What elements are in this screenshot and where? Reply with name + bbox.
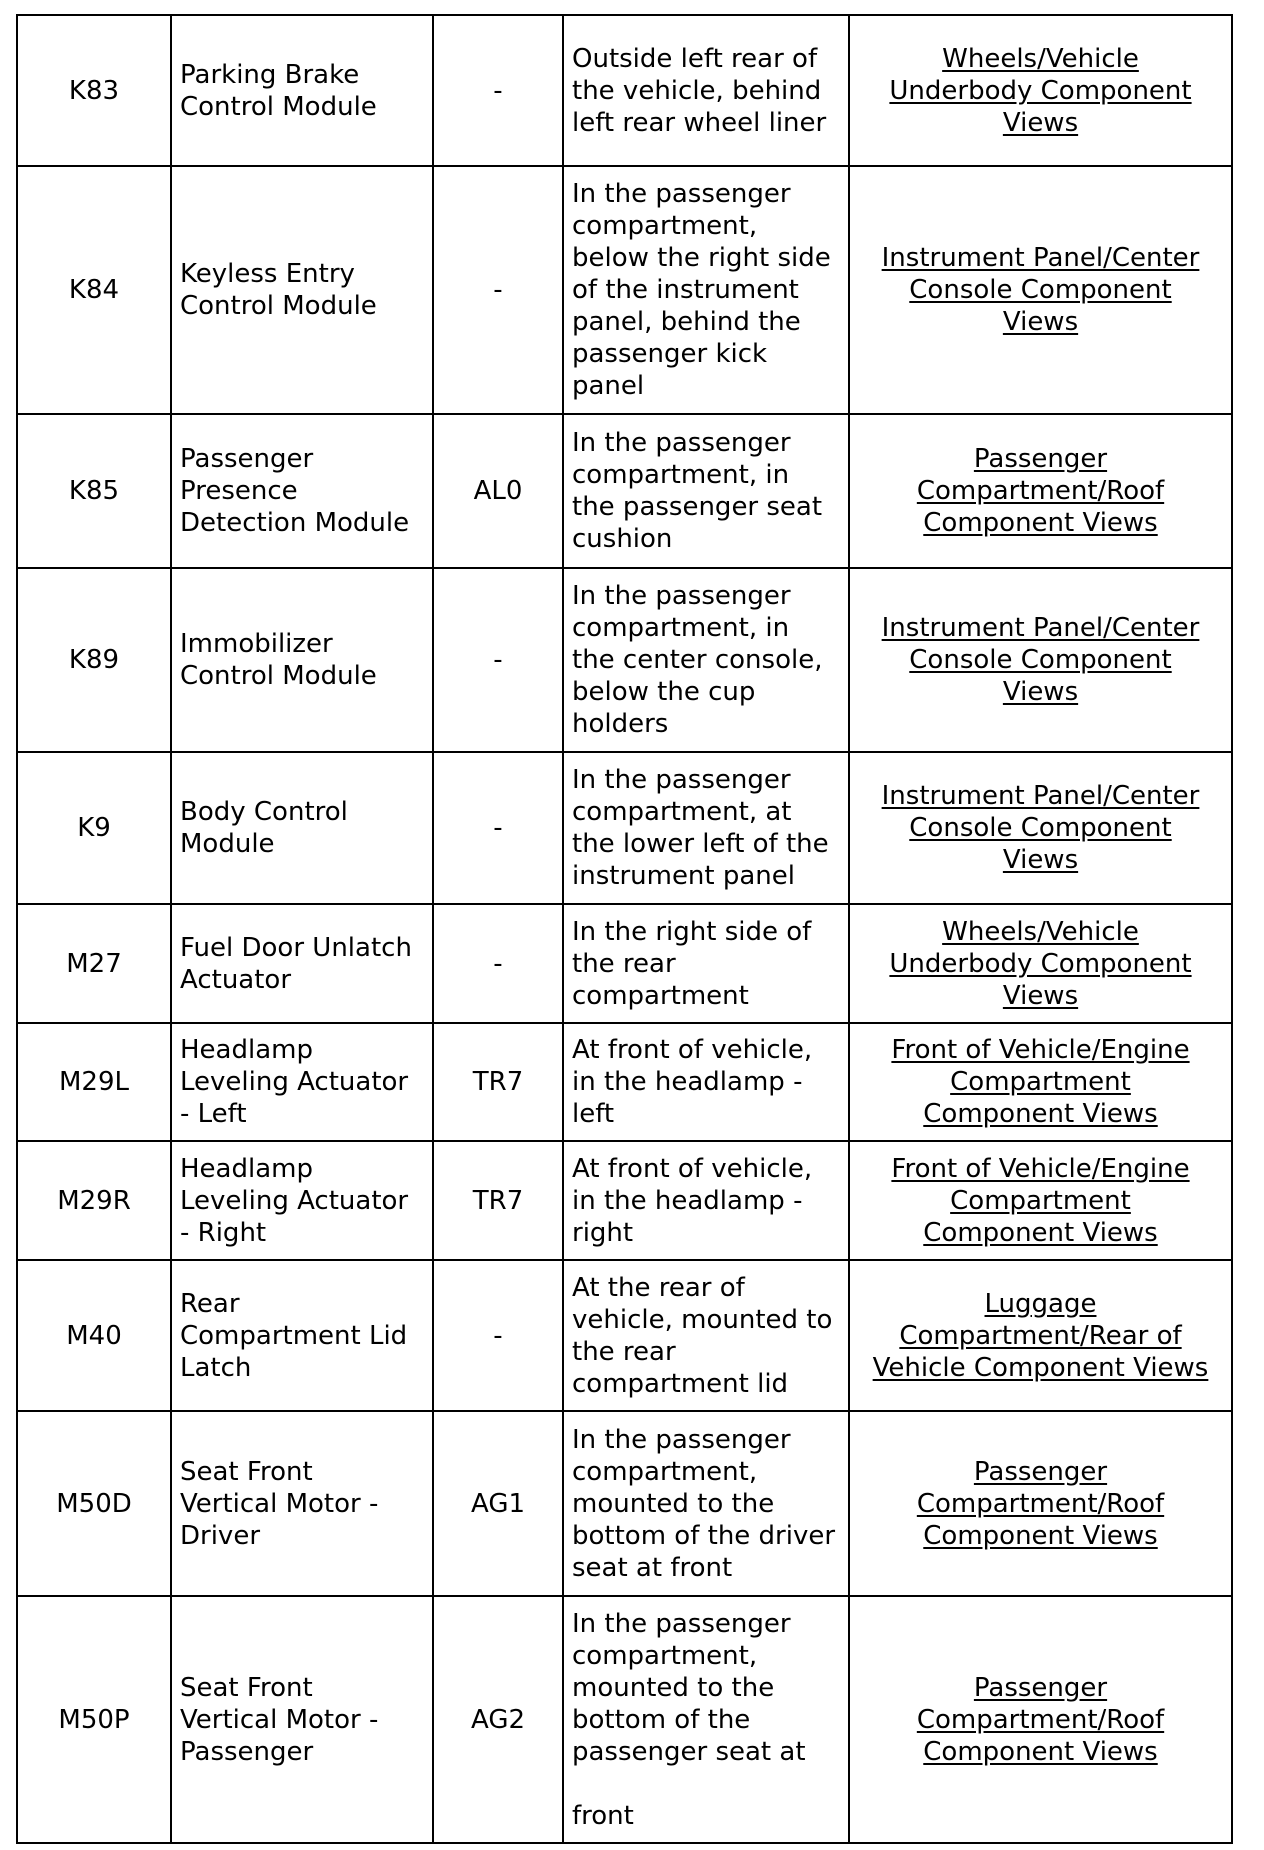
component-name: Seat Front Vertical Motor - Passenger: [171, 1596, 433, 1843]
component-view-cell: [849, 1141, 1232, 1260]
component-name: Headlamp Leveling Actuator - Left: [171, 1023, 433, 1141]
table-row: [17, 904, 1232, 1023]
component-name: Keyless Entry Control Module: [171, 166, 433, 414]
component-location: In the passenger compartment, in the center console, below the cup holders: [563, 568, 849, 752]
component-number: K84: [17, 166, 171, 414]
component-option: TR7: [433, 1023, 563, 1141]
component-view-cell: [849, 414, 1232, 568]
component-option: AG2: [433, 1596, 563, 1843]
component-view-link[interactable]: Luggage Compartment/Rear of Vehicle Component Views: [872, 1288, 1209, 1383]
table-row: [17, 414, 1232, 568]
component-location: Outside left rear of the vehicle, behind left rear wheel liner: [563, 15, 849, 166]
component-view-link[interactable]: Wheels/Vehicle Underbody Component Views: [889, 916, 1192, 1011]
component-view-link[interactable]: Passenger Compartment/Roof Component Views: [916, 1672, 1165, 1767]
component-option: -: [433, 15, 563, 166]
component-name: Rear Compartment Lid Latch: [171, 1260, 433, 1411]
component-view-link[interactable]: Front of Vehicle/Engine Compartment Component Views: [891, 1153, 1190, 1248]
table-row: [17, 568, 1232, 752]
component-view-cell: [849, 15, 1232, 166]
table-row: [17, 1023, 1232, 1141]
component-name: Parking Brake Control Module: [171, 15, 433, 166]
component-number: M27: [17, 904, 171, 1023]
table-row: [17, 752, 1232, 904]
component-view-cell: [849, 904, 1232, 1023]
component-number: M50D: [17, 1411, 171, 1596]
component-name: Body Control Module: [171, 752, 433, 904]
component-view-cell: [849, 752, 1232, 904]
component-option: -: [433, 904, 563, 1023]
component-location: In the right side of the rear compartment: [563, 904, 849, 1023]
component-option: AL0: [433, 414, 563, 568]
table-row: [17, 1260, 1232, 1411]
component-view-cell: [849, 1411, 1232, 1596]
component-view-link[interactable]: Passenger Compartment/Roof Component Views: [916, 444, 1165, 538]
component-name: Headlamp Leveling Actuator - Right: [171, 1141, 433, 1260]
component-view-link[interactable]: Instrument Panel/Center Console Component Views: [881, 613, 1200, 707]
component-option: -: [433, 166, 563, 414]
component-view-link[interactable]: Front of Vehicle/Engine Compartment Component Views: [891, 1035, 1190, 1129]
table-row: [17, 1141, 1232, 1260]
component-locator-table: [16, 14, 1233, 1844]
component-option: -: [433, 568, 563, 752]
component-location: At front of vehicle, in the headlamp - right: [563, 1141, 849, 1260]
component-number: K9: [17, 752, 171, 904]
component-number: M29R: [17, 1141, 171, 1260]
component-option: -: [433, 752, 563, 904]
component-location: In the passenger compartment, at the lower left of the instrument panel: [563, 752, 849, 904]
component-view-cell: [849, 1023, 1232, 1141]
component-option: AG1: [433, 1411, 563, 1596]
component-view-cell: [849, 568, 1232, 752]
component-view-cell: [849, 1596, 1232, 1843]
component-number: K83: [17, 15, 171, 166]
component-name: Passenger Presence Detection Module: [171, 414, 433, 568]
table-body: [17, 15, 1232, 1843]
component-number: M50P: [17, 1596, 171, 1843]
component-name: Seat Front Vertical Motor - Driver: [171, 1411, 433, 1596]
table-row: [17, 15, 1232, 166]
component-option: TR7: [433, 1141, 563, 1260]
component-view-cell: [849, 166, 1232, 414]
component-location: In the passenger compartment, in the passenger seat cushion: [563, 414, 849, 568]
table-row: [17, 1596, 1232, 1843]
component-location: In the passenger compartment, below the right side of the instrument panel, behind the passenger kick panel: [563, 166, 849, 414]
component-location: In the passenger compartment, mounted to the bottom of the passenger seat at front: [563, 1596, 849, 1843]
component-number: M29L: [17, 1023, 171, 1141]
table-row: [17, 166, 1232, 414]
component-location: At the rear of vehicle, mounted to the rear compartment lid: [563, 1260, 849, 1411]
component-name: Immobilizer Control Module: [171, 568, 433, 752]
component-location: In the passenger compartment, mounted to the bottom of the driver seat at front: [563, 1411, 849, 1596]
component-view-link[interactable]: Wheels/Vehicle Underbody Component Views: [889, 43, 1192, 138]
table-row: [17, 1411, 1232, 1596]
component-view-link[interactable]: Instrument Panel/Center Console Component Views: [881, 781, 1200, 875]
component-view-link[interactable]: Instrument Panel/Center Console Component Views: [881, 243, 1200, 337]
component-view-cell: [849, 1260, 1232, 1411]
component-name: Fuel Door Unlatch Actuator: [171, 904, 433, 1023]
component-view-link[interactable]: Passenger Compartment/Roof Component Views: [916, 1456, 1165, 1551]
component-number: K85: [17, 414, 171, 568]
component-number: M40: [17, 1260, 171, 1411]
component-option: -: [433, 1260, 563, 1411]
component-number: K89: [17, 568, 171, 752]
component-location: At front of vehicle, in the headlamp - left: [563, 1023, 849, 1141]
